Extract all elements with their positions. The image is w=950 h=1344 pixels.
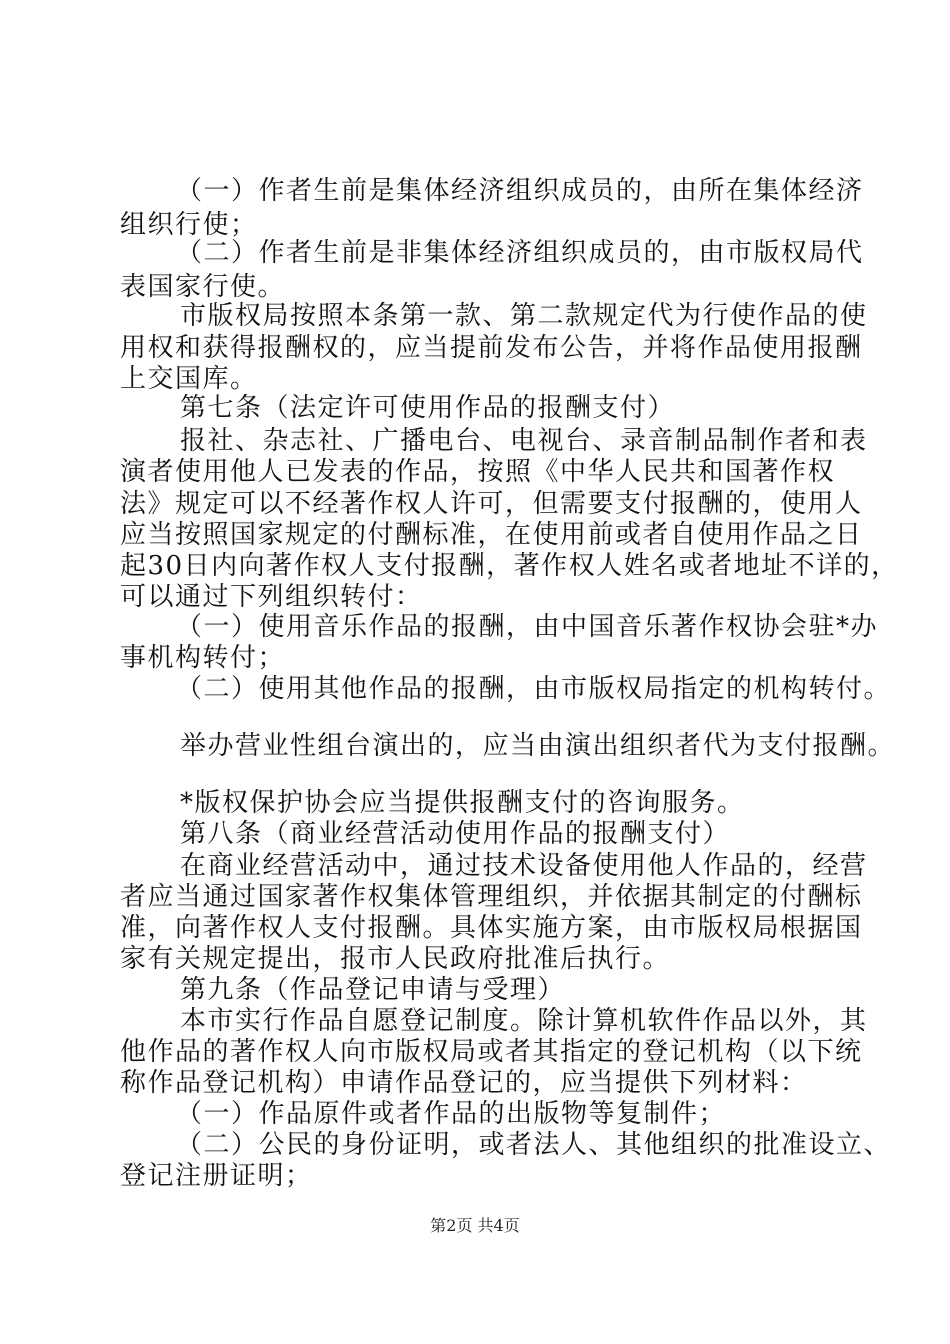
text-line: 上交国库。 bbox=[120, 364, 258, 394]
text-line: 事机构转付； bbox=[120, 643, 286, 673]
text-line: 起30日内向著作权人支付报酬，著作权人姓名或者地址不详的， bbox=[120, 551, 899, 581]
text-line: 应当按照国家规定的付酬标准，在使用前或者自使用作品之日 bbox=[120, 520, 863, 550]
text-line: 举办营业性组台演出的，应当由演出组织者代为支付报酬。 bbox=[180, 731, 896, 761]
text-line: 他作品的著作权人向市版权局或者其指定的登记机构（以下统 bbox=[120, 1037, 863, 1067]
text-line: 可以通过下列组织转付： bbox=[120, 582, 423, 612]
text-line: （二）公民的身份证明，或者法人、其他组织的批准设立、 bbox=[176, 1130, 892, 1160]
text-line: 用权和获得报酬权的，应当提前发布公告，并将作品使用报酬 bbox=[120, 333, 863, 363]
section-heading: 第七条（法定许可使用作品的报酬支付） bbox=[180, 393, 676, 423]
section-heading: 第九条（作品登记申请与受理） bbox=[180, 975, 566, 1005]
text-line: （一）作者生前是集体经济组织成员的，由所在集体经济 bbox=[176, 176, 864, 206]
text-line: 准，向著作权人支付报酬。具体实施方案，由市版权局根据国 bbox=[120, 913, 863, 943]
text-line: （二）使用其他作品的报酬，由市版权局指定的机构转付。 bbox=[176, 674, 892, 704]
text-line: 报社、杂志社、广播电台、电视台、录音制品制作者和表 bbox=[180, 426, 868, 456]
text-line: 演者使用他人已发表的作品，按照《中华人民共和国著作权 bbox=[120, 457, 836, 487]
text-line: 家有关规定提出，报市人民政府批准后执行。 bbox=[120, 944, 671, 974]
text-line: 本市实行作品自愿登记制度。除计算机软件作品以外，其 bbox=[180, 1006, 868, 1036]
text-line: 在商业经营活动中，通过技术设备使用他人作品的，经营 bbox=[180, 851, 868, 881]
text-line: 市版权局按照本条第一款、第二款规定代为行使作品的使 bbox=[180, 301, 868, 331]
text-line: 登记注册证明； bbox=[120, 1161, 313, 1191]
text-line: （一）使用音乐作品的报酬，由中国音乐著作权协会驻*办 bbox=[176, 612, 879, 642]
text-line: *版权保护协会应当提供报酬支付的咨询服务。 bbox=[180, 788, 745, 818]
text-line: 者应当通过国家著作权集体管理组织，并依据其制定的付酬标 bbox=[120, 882, 863, 912]
text-line: 表国家行使。 bbox=[120, 272, 286, 302]
section-heading: 第八条（商业经营活动使用作品的报酬支付） bbox=[180, 819, 731, 849]
text-line: 称作品登记机构）申请作品登记的，应当提供下列材料： bbox=[120, 1068, 808, 1098]
text-line: 法》规定可以不经著作权人许可，但需要支付报酬的，使用人 bbox=[120, 489, 863, 519]
text-line: 组织行使； bbox=[120, 210, 258, 240]
text-line: （一）作品原件或者作品的出版物等复制件； bbox=[176, 1099, 727, 1129]
text-line: （二）作者生前是非集体经济组织成员的，由市版权局代 bbox=[176, 238, 864, 268]
page-number: 第2页 共4页 bbox=[430, 1216, 520, 1235]
